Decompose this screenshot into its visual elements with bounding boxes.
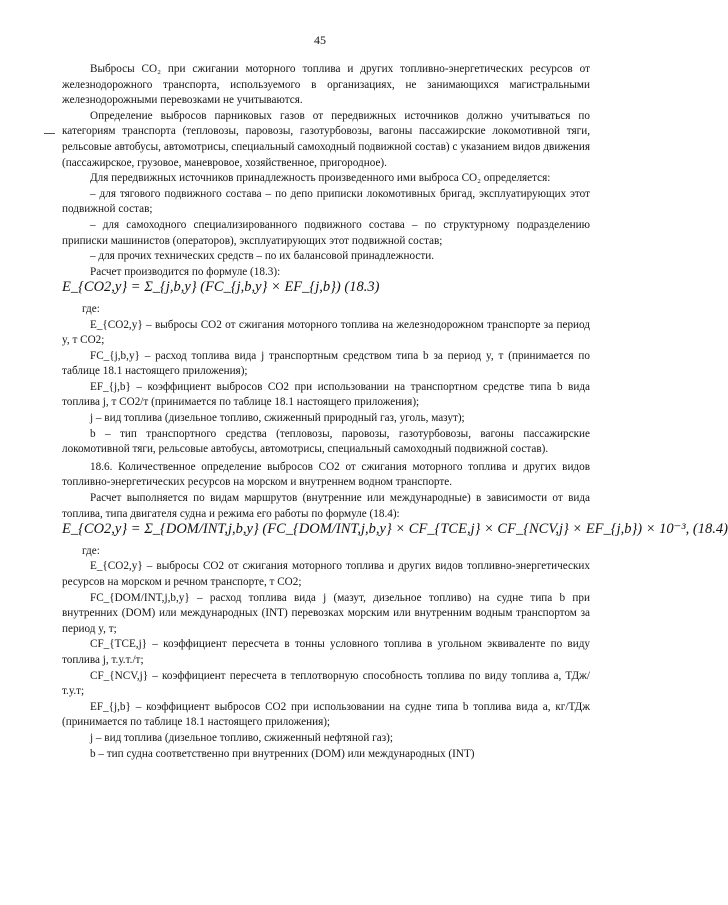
where-label-2: где:: [82, 544, 100, 557]
margin-mark: [44, 133, 55, 134]
formula-intro: Расчет производится по формуле (18.3):: [90, 265, 281, 278]
page-body: [62, 62, 728, 762]
definition-cf-ncv: CF_{NCV,j} – коэффициент пересчета в теплотворную способность топлива по виду топлива a, ТДж/т.у.т;: [62, 669, 590, 698]
definition-fc: FC_{j,b,y} – расход топлива вида j транспортным средством типа b за период y, т (принимается по таблице 18.1 настоящего приложения);: [62, 349, 590, 378]
where-label-1: где:: [82, 302, 100, 315]
definition-ef: EF_{j,b} – коэффициент выбросов CO2 при использовании на транспортном средстве типа b вида топлива j, т CO2/т (принимается по таблице 18.1 настоящего приложения);: [62, 380, 590, 409]
definition-fc-sea: FC_{DOM/INT,j,b,y} – расход топлива вида j (мазут, дизельное топливо) на судне типа b при внутренних (DOM) или международных (INT) перевозках морским или внутренним водным транспортом за период y, т;: [62, 591, 590, 635]
paragraph-1: Выбросы CO₂ при сжигании моторного топлива и других топливно-энергетических ресурсов от железнодорожного транспорта, используемого в организациях, не занимающихся магистральными железнодорожными перевозками не учитываются.: [62, 63, 590, 107]
definition-ef-sea: EF_{j,b} – коэффициент выбросов CO2 при использовании на судне типа b топлива вида a, кг/ТДж (принимается по таблице 18.1 настоящего приложения);: [62, 700, 590, 729]
paragraph-2: Определение выбросов парниковых газов от передвижных источников должно учитываться по категориям транспорта (тепловозы, паровозы, газотурбовозы, вагоны пассажирские локомотивной тяги, рельсовые автобусы, автомотрисы, специальный самоходный подвижной состав) с указанием видов движения (пассажирское, грузовое, маневровое, хозяйственное, пригородное).: [62, 109, 590, 169]
page-number: 45: [314, 33, 326, 47]
definition-j: j – вид топлива (дизельное топливо, сжиженный природный газ, уголь, мазут);: [90, 412, 465, 425]
calc-intro: Расчет выполняется по видам маршрутов (внутренние или международные) в зависимости от вида топлива, типа двигателя судна и режима его работы по формуле (18.4):: [62, 492, 590, 520]
section-18-6: 18.6. Количественное определение выбросов CO2 от сжигания моторного топлива и других видов топливно-энергетических ресурсов на морском и внутреннем водном транспорте.: [62, 460, 590, 489]
list-item-self-propelled: – для самоходного специализированного подвижного состава – по структурному подразделению приписки машинистов (операторов), эксплуатирующих этот подвижной состав;: [62, 218, 590, 247]
paragraph-3: Для передвижных источников принадлежность произведенного ими выброса CO₂ определяется:: [90, 172, 551, 185]
definition-j-sea: j – вид топлива (дизельное топливо, сжиженный нефтяной газ);: [90, 731, 393, 744]
definition-cf-tce: CF_{TCE,j} – коэффициент пересчета в тонны условного топлива в угольном эквиваленте по виду топлива j, т.у.т./т;: [62, 638, 590, 666]
definition-b: b – тип транспортного средства (тепловозы, паровозы, газотурбовозы, вагоны пассажирские локомотивной тяги, рельсовые автобусы, автомотрисы, специальный самоходный подвижной состав).: [62, 427, 590, 456]
list-item-other: – для прочих технических средств – по их балансовой принадлежности.: [90, 250, 434, 263]
list-item-traction: – для тягового подвижного состава – по депо приписки локомотивных бригад, эксплуатирующих этот подвижной состав;: [62, 187, 590, 216]
definition-eco2-sea: E_{CO2,y} – выбросы CO2 от сжигания моторного топлива и других видов топливно-энергетических ресурсов на морском и речном транспорте, т CO2;: [62, 560, 590, 588]
definition-eco2: E_{CO2,y} – выбросы CO2 от сжигания моторного топлива на железнодорожном транспорте за период y, т CO2;: [62, 318, 590, 347]
definition-b-sea: b – тип судна соответственно при внутренних (DOM) или международных (INT): [90, 747, 475, 760]
formula-18-4: E_{CO2,y} = Σ_{DOM/INT,j,b,y} (FC_{DOM/INT,j,b,y} × CF_{TCE,j} × CF_{NCV,j} × EF_{j,b}) × 10⁻³, (18.4): [62, 521, 728, 538]
formula-18-3: E_{CO2,y} = Σ_{j,b,y} (FC_{j,b,y} × EF_{j,b}) (18.3): [62, 279, 380, 296]
